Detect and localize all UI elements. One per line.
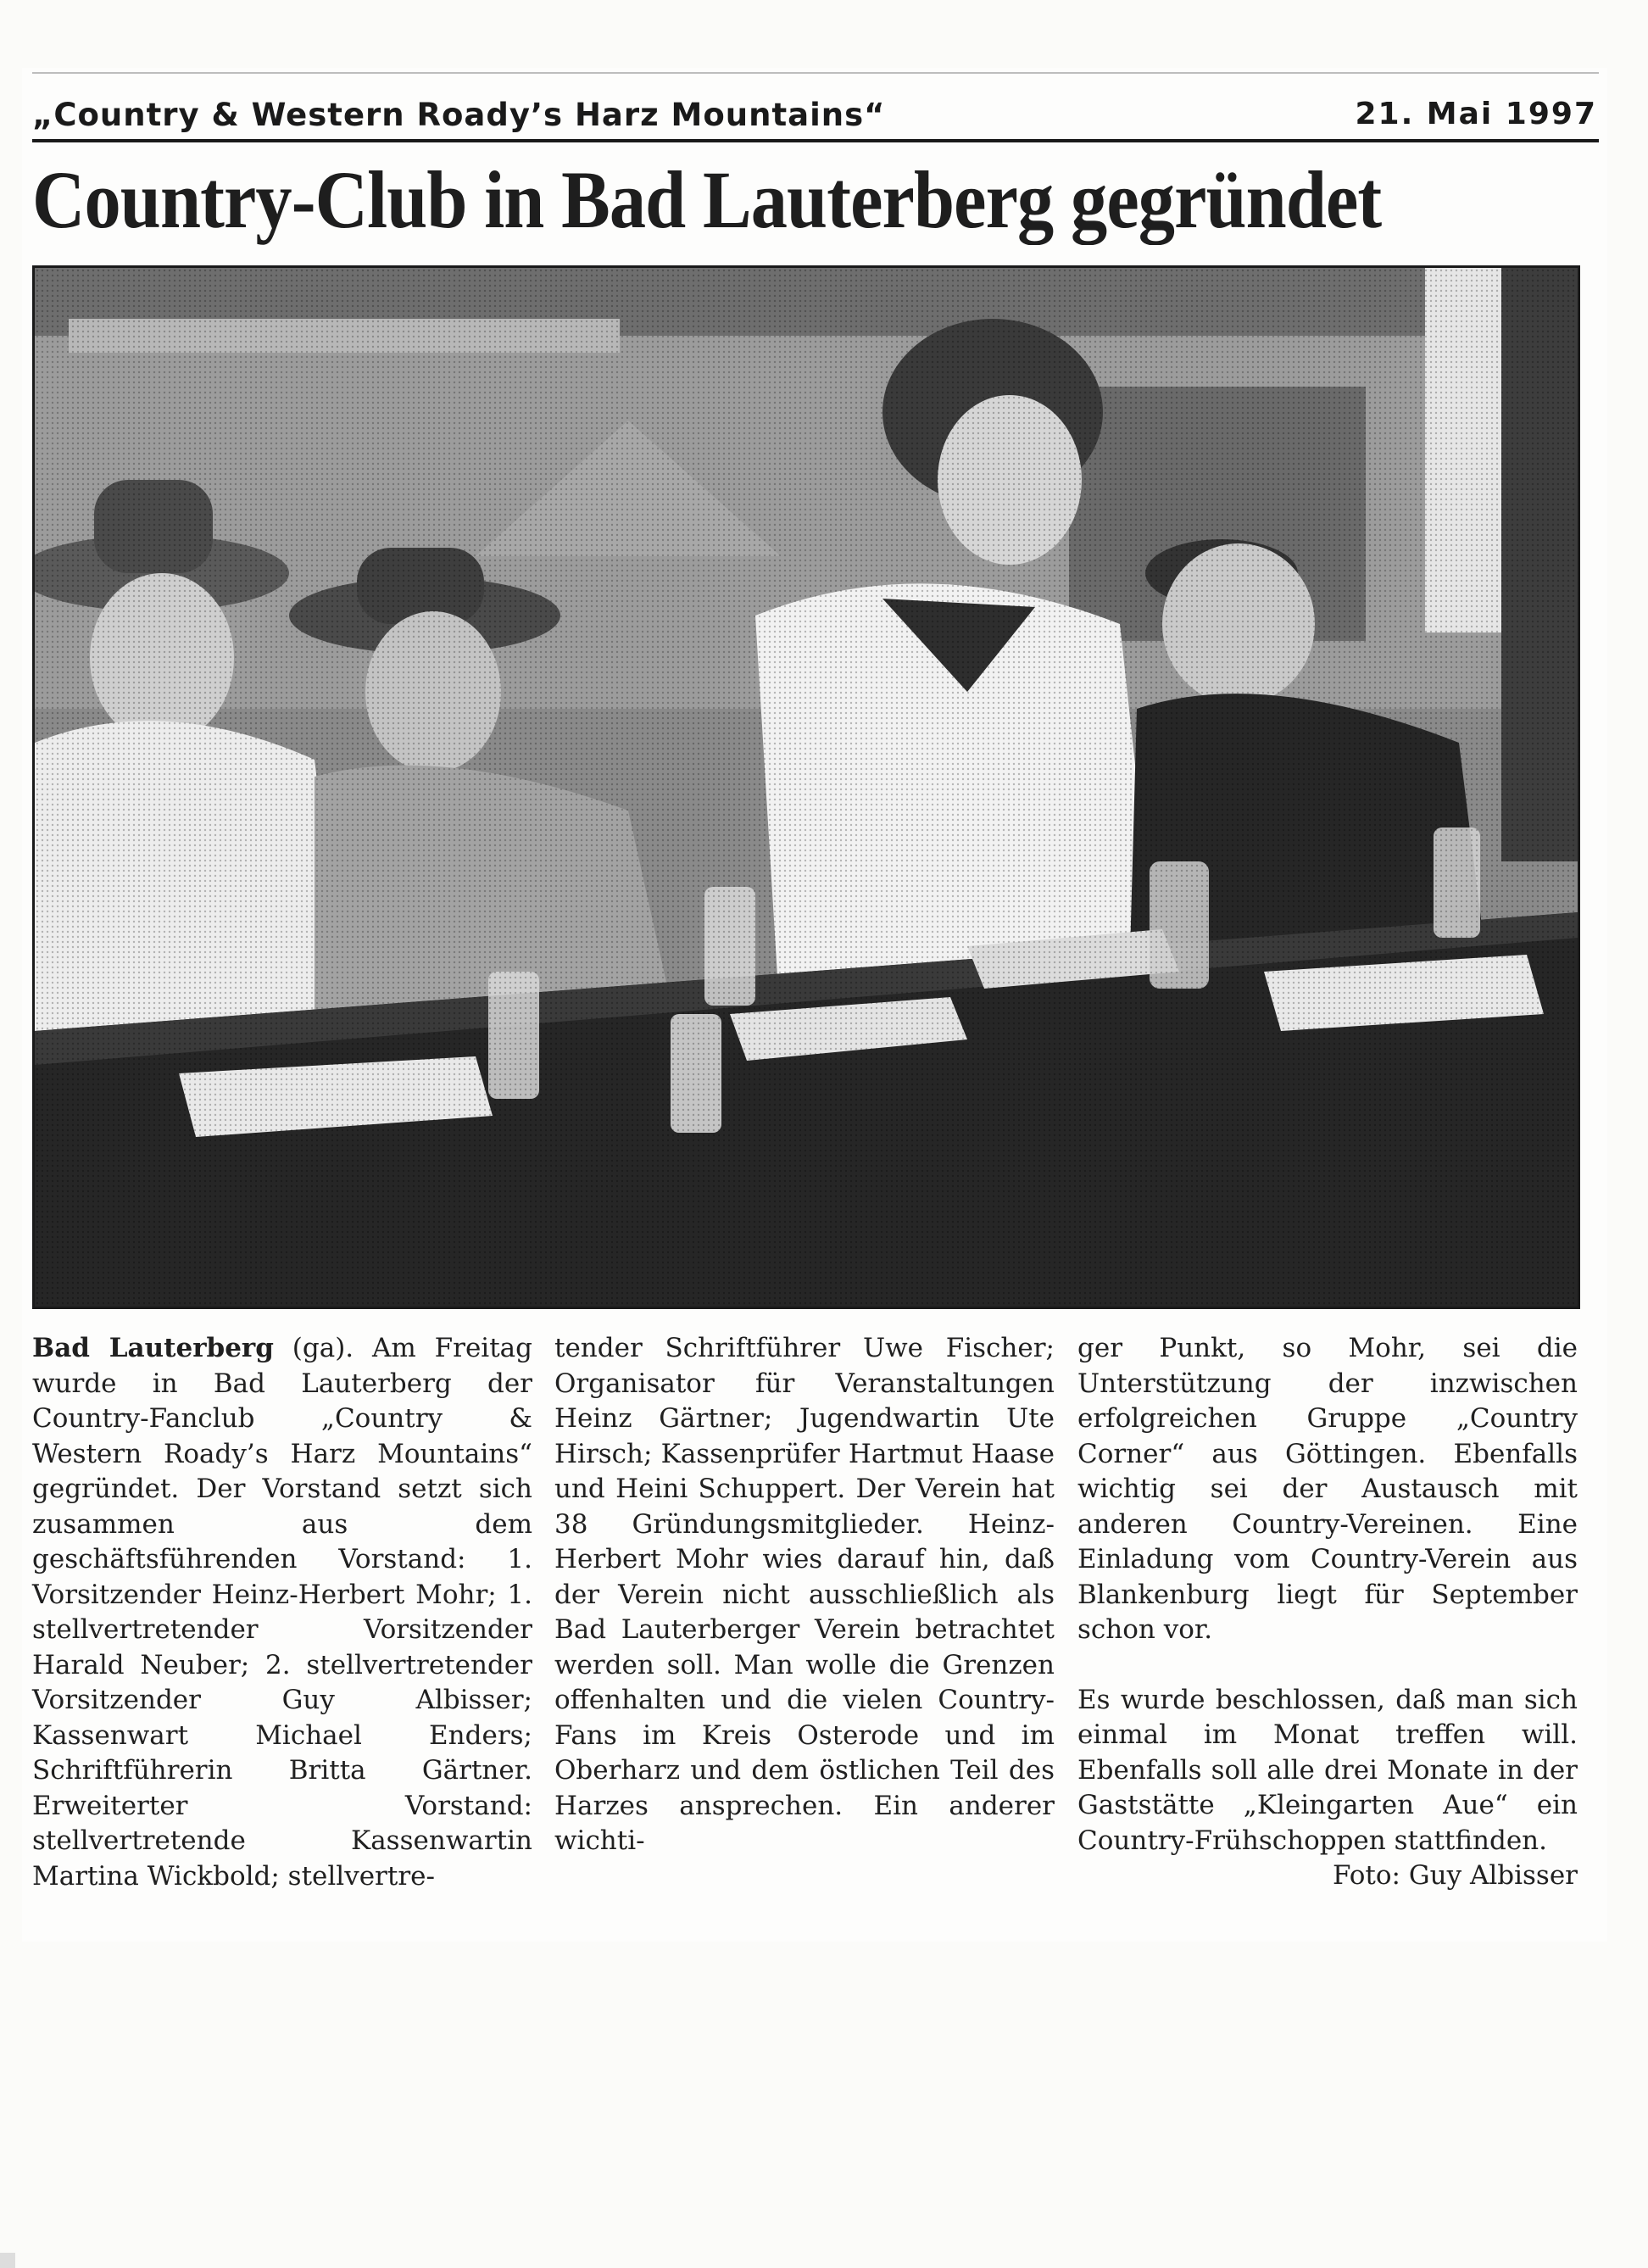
lead-place: Bad Lauterberg (32, 1333, 274, 1363)
column-3-paragraph-1: ger Punkt, so Mohr, sei die Unterstützung der inzwischen erfolgreichen Gruppe „Country Corner“ aus Göttingen. Ebenfalls wichtig sei der Austausch mit anderen Country-Vereinen. Eine Einladung vom Country-Verein aus Blankenburg liegt für September schon vor. (1077, 1333, 1578, 1645)
text-column-1 (32, 1331, 532, 1925)
paragraph-gap (1077, 1648, 1578, 1683)
header-rule (32, 139, 1599, 142)
photo-credit: Foto: Guy Albisser (1332, 1860, 1578, 1891)
article-kicker: „Country & Western Roady’s Harz Mountains“ (32, 97, 886, 133)
text-column-2 (554, 1331, 1055, 1925)
column-2-text: tender Schriftführer Uwe Fischer; Organisator für Veranstaltungen Heinz Gärtner; Jugendwartin Ute Hirsch; Kassenprüfer Hartmut Haase und Heini Schuppert. Der Verein hat 38 Gründungsmitglieder. Heinz-Herbert Mohr wies darauf hin, daß der Verein nicht ausschließlich als Bad Lauterberger Verein betrachtet werden soll. Man wolle die Grenzen offenhalten und die vielen Country-Fans im Kreis Osterode und im Oberharz und dem östlichen Teil des Harzes ansprechen. Ein anderer wichti- (554, 1333, 1055, 1856)
newspaper-clipping (22, 68, 1607, 1942)
column-1-text: (ga). Am Freitag wurde in Bad Lauterberg der Country-Fanclub „Country & Western Roady’s Harz Mountains“ gegründet. Der Vorstand setzt sich zusammen aus dem geschäftsführenden Vorstand: 1. Vorsitzender Heinz-Herbert Mohr; 1. stellvertretender Vorsitzender Harald Neuber; 2. stellvertretender Vorsitzender Guy Albisser; Kassenwart Michael Enders; Schriftführerin Britta Gärtner. Erweiterter Vorstand: stellvertretende Kassenwartin Martina Wickbold; stellvertre- (32, 1333, 532, 1892)
text-column-3 (1077, 1331, 1578, 1925)
top-border-line (32, 72, 1599, 74)
scan-corner-mark (0, 2253, 15, 2268)
photo-illustration (35, 268, 1578, 1307)
date-stamp: 21. Mai 1997 (1355, 97, 1597, 131)
column-3-paragraph-2: Es wurde beschlossen, daß man sich einmal im Monat treffen will. Ebenfalls soll alle drei Monate in der Gaststätte „Kleingarten Aue“ ein Country-Frühschoppen stattfinden. (1077, 1684, 1578, 1856)
headline: Country-Club in Bad Lauterberg gegründet (32, 154, 1382, 245)
article-photo (32, 265, 1580, 1309)
